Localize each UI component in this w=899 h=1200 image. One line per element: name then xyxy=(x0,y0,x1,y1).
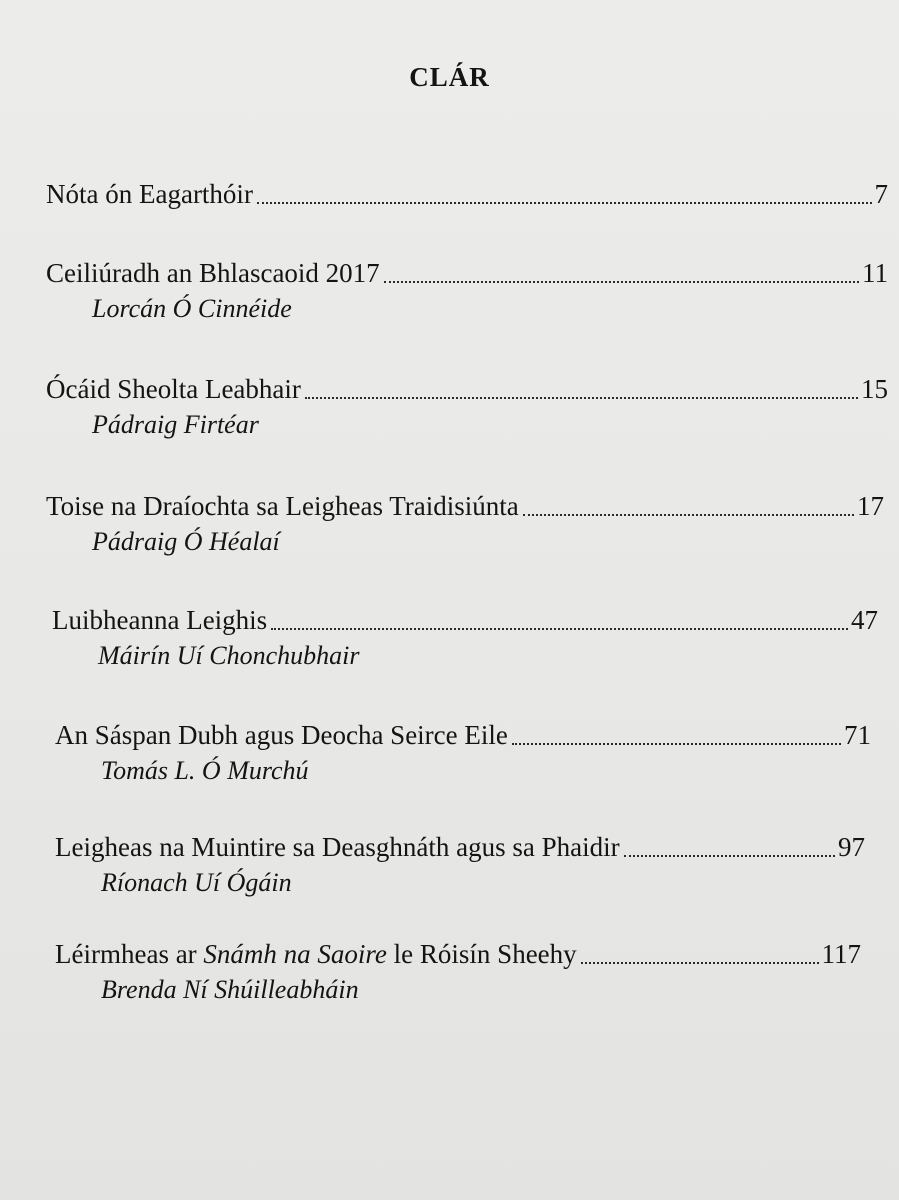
toc-entry-page: 15 xyxy=(861,374,888,404)
toc-entry-author: Tomás L. Ó Murchú xyxy=(101,756,309,785)
toc-entry-title: Leigheas na Muintire sa Deasghnáth agus sa Phaidir xyxy=(55,832,620,862)
toc-entry[interactable] xyxy=(55,938,861,1006)
dot-leader xyxy=(271,628,848,630)
toc-entry-line xyxy=(55,719,871,751)
toc-entry-page: 97 xyxy=(838,832,865,862)
toc-entry-author: Pádraig Firtéar xyxy=(92,410,259,439)
dot-leader xyxy=(384,281,859,283)
toc-entry-line xyxy=(55,938,861,970)
toc-entry[interactable] xyxy=(55,831,865,899)
dot-leader xyxy=(257,202,872,204)
toc-entry-title: Ócáid Sheolta Leabhair xyxy=(46,374,301,404)
page-title: CLÁR xyxy=(409,62,490,92)
toc-entry-page: 117 xyxy=(821,939,861,969)
toc-entry-title-pre: Léirmheas ar xyxy=(55,939,204,969)
toc-entry-title-italic: Snámh na Saoire xyxy=(203,939,387,969)
toc-entry-title xyxy=(55,938,577,970)
dot-leader xyxy=(512,743,841,745)
toc-entry-title: Luibheanna Leighis xyxy=(52,605,268,635)
toc-entry-title: An Sáspan Dubh agus Deocha Seirce Eile xyxy=(55,720,508,750)
toc-entry[interactable] xyxy=(55,719,871,787)
dot-leader xyxy=(624,855,835,857)
toc-entry-line xyxy=(55,831,865,863)
toc-entry[interactable] xyxy=(46,490,884,558)
toc-entry-page: 17 xyxy=(857,491,884,521)
toc-entry-author: Lorcán Ó Cinnéide xyxy=(92,294,292,323)
dot-leader xyxy=(581,962,819,964)
toc-entry-title-post: le Róisín Sheehy xyxy=(386,939,577,969)
toc-entry-page: 11 xyxy=(862,258,888,288)
dot-leader xyxy=(305,397,858,399)
toc-entry-line xyxy=(46,178,888,210)
toc-entry-author: Brenda Ní Shúilleabháin xyxy=(101,975,359,1004)
toc-entry-page: 47 xyxy=(851,605,878,635)
toc-entry-author: Máirín Uí Chonchubhair xyxy=(98,641,360,670)
toc-entry[interactable] xyxy=(46,257,888,325)
toc-entry[interactable] xyxy=(46,178,888,210)
toc-entry-author: Ríonach Uí Ógáin xyxy=(101,868,292,897)
toc-entry-line xyxy=(46,257,888,289)
toc-entry[interactable] xyxy=(52,604,878,672)
toc-entry-title: Nóta ón Eagarthóir xyxy=(46,179,253,209)
toc-entry-title: Toise na Draíochta sa Leigheas Traidisiúnta xyxy=(46,491,519,521)
toc-entry-title: Ceiliúradh an Bhlascaoid 2017 xyxy=(46,258,380,288)
toc-entry-line xyxy=(46,490,884,522)
toc-entry-line xyxy=(52,604,878,636)
toc-entry-page: 71 xyxy=(844,720,871,750)
toc-entry-page: 7 xyxy=(874,179,888,209)
toc-entry-author: Pádraig Ó Héalaí xyxy=(92,527,280,556)
toc-entry-line xyxy=(46,373,888,405)
dot-leader xyxy=(523,514,854,516)
toc-entry[interactable] xyxy=(46,373,888,441)
